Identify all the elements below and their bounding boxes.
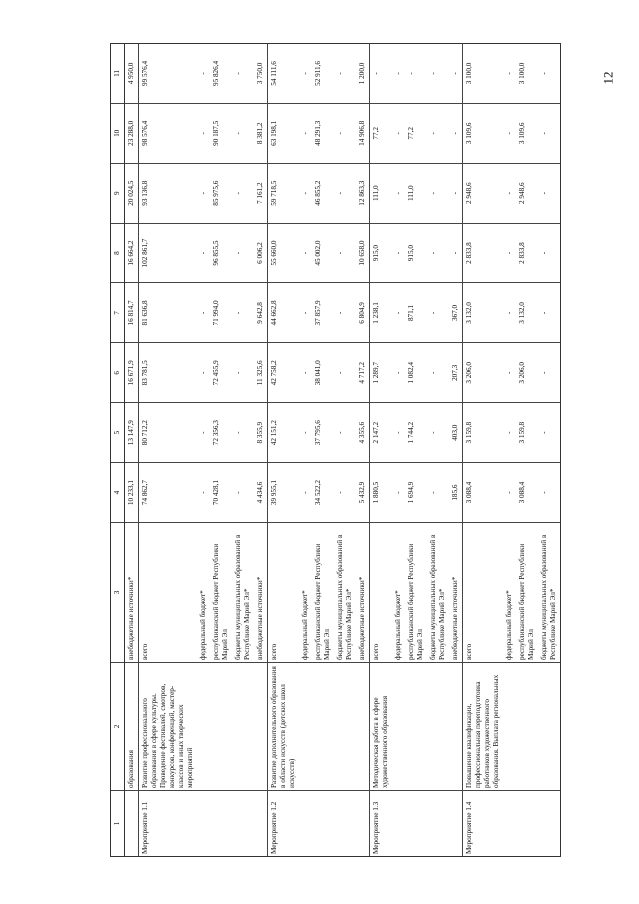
value-cell: - bbox=[503, 283, 516, 343]
value-cell: 4 434,6 bbox=[254, 463, 268, 523]
value-cell: 403,0 bbox=[449, 403, 463, 463]
value-cell: 70 428,1 bbox=[210, 463, 232, 523]
value-cell: 915,0 bbox=[405, 223, 427, 283]
value-cell: 207,3 bbox=[449, 343, 463, 403]
measure-name-cell: Повышение квалификации, профессиональная переподготовка работников художественного образования. Выплата региональных bbox=[463, 663, 504, 791]
table-row bbox=[268, 44, 300, 857]
value-cell: 1 880,5 bbox=[370, 463, 393, 523]
value-cell: - bbox=[503, 163, 516, 223]
value-cell: - bbox=[427, 223, 449, 283]
value-cell: 85 975,6 bbox=[210, 163, 232, 223]
value-cell: - bbox=[427, 463, 449, 523]
value-cell: - bbox=[427, 343, 449, 403]
value-cell: 2 948,6 bbox=[463, 163, 504, 223]
funding-source-cell: федеральный бюджет* bbox=[197, 523, 210, 663]
value-cell: - bbox=[334, 283, 356, 343]
measure-cell: Мероприятие 1.2 bbox=[268, 791, 300, 857]
value-cell: - bbox=[299, 343, 312, 403]
value-cell: - bbox=[538, 283, 561, 343]
table-row bbox=[356, 44, 370, 857]
value-cell: 42 758,2 bbox=[268, 343, 300, 403]
value-cell: 14 906,8 bbox=[356, 103, 370, 163]
value-cell: 3 088,4 bbox=[516, 463, 538, 523]
value-cell: 46 855,2 bbox=[312, 163, 334, 223]
measure-name-cell: образования bbox=[125, 663, 139, 791]
col-header: 2 bbox=[111, 663, 125, 791]
measure-cell bbox=[427, 791, 449, 857]
col-header: 5 bbox=[111, 403, 125, 463]
value-cell: 3 159,8 bbox=[516, 403, 538, 463]
measure-cell bbox=[356, 791, 370, 857]
measure-cell: Мероприятие 1.3 bbox=[370, 791, 393, 857]
value-cell: - bbox=[449, 44, 463, 104]
value-cell: - bbox=[232, 403, 254, 463]
value-cell: 48 291,3 bbox=[312, 103, 334, 163]
value-cell: - bbox=[392, 103, 405, 163]
value-cell: - bbox=[299, 463, 312, 523]
value-cell: - bbox=[449, 103, 463, 163]
table-row bbox=[427, 44, 449, 857]
value-cell: 45 002,0 bbox=[312, 223, 334, 283]
value-cell: - bbox=[503, 463, 516, 523]
funding-source-cell: бюджеты муниципальных образований в Республике Марий Эл* bbox=[427, 523, 449, 663]
table-row bbox=[232, 44, 254, 857]
value-cell: - bbox=[538, 44, 561, 104]
value-cell: 7 161,2 bbox=[254, 163, 268, 223]
value-cell: - bbox=[427, 103, 449, 163]
col-header: 6 bbox=[111, 343, 125, 403]
value-cell: 55 660,0 bbox=[268, 223, 300, 283]
col-header: 4 bbox=[111, 463, 125, 523]
value-cell: 10 658,0 bbox=[356, 223, 370, 283]
value-cell: 37 795,6 bbox=[312, 403, 334, 463]
value-cell: 13 147,9 bbox=[125, 403, 139, 463]
funding-source-cell: всего bbox=[139, 523, 198, 663]
measure-name-cell bbox=[232, 663, 254, 791]
value-cell: 2 833,8 bbox=[516, 223, 538, 283]
value-cell: 37 857,9 bbox=[312, 283, 334, 343]
value-cell: 4 717,2 bbox=[356, 343, 370, 403]
funding-source-cell: внебюджетные источники* bbox=[356, 523, 370, 663]
measure-cell bbox=[299, 791, 312, 857]
measure-name-cell bbox=[392, 663, 405, 791]
value-cell: 80 712,2 bbox=[139, 403, 198, 463]
value-cell: - bbox=[299, 403, 312, 463]
table-row bbox=[392, 44, 405, 857]
value-cell: - bbox=[299, 163, 312, 223]
value-cell: 3 750,0 bbox=[254, 44, 268, 104]
value-cell: 6 804,9 bbox=[356, 283, 370, 343]
value-cell: 3 132,0 bbox=[463, 283, 504, 343]
table-row bbox=[503, 44, 516, 857]
value-cell: 185,6 bbox=[449, 463, 463, 523]
value-cell: - bbox=[503, 223, 516, 283]
measure-name-cell bbox=[197, 663, 210, 791]
value-cell: 99 576,4 bbox=[139, 44, 198, 104]
value-cell: - bbox=[232, 44, 254, 104]
funding-source-cell: всего bbox=[463, 523, 504, 663]
value-cell: - bbox=[392, 223, 405, 283]
value-cell: 8 381,2 bbox=[254, 103, 268, 163]
value-cell: 3 109,6 bbox=[463, 103, 504, 163]
value-cell: 52 911,6 bbox=[312, 44, 334, 104]
value-cell: - bbox=[334, 44, 356, 104]
table-row bbox=[125, 44, 139, 857]
value-cell: - bbox=[197, 403, 210, 463]
value-cell: - bbox=[503, 103, 516, 163]
measure-name-cell bbox=[538, 663, 561, 791]
value-cell: 915,0 bbox=[370, 223, 393, 283]
table-row bbox=[334, 44, 356, 857]
value-cell: - bbox=[197, 103, 210, 163]
value-cell: 74 862,7 bbox=[139, 463, 198, 523]
value-cell: 34 522,2 bbox=[312, 463, 334, 523]
value-cell: 10 233,1 bbox=[125, 463, 139, 523]
value-cell: - bbox=[232, 343, 254, 403]
rotated-table-container bbox=[110, 43, 600, 857]
measure-cell bbox=[503, 791, 516, 857]
measure-name-cell bbox=[299, 663, 312, 791]
value-cell: 20 024,5 bbox=[125, 163, 139, 223]
table-row bbox=[370, 44, 393, 857]
col-header: 9 bbox=[111, 163, 125, 223]
value-cell: 16 664,2 bbox=[125, 223, 139, 283]
value-cell: - bbox=[232, 163, 254, 223]
value-cell: - bbox=[197, 283, 210, 343]
value-cell: - bbox=[334, 343, 356, 403]
table-row bbox=[463, 44, 504, 857]
measure-name-cell bbox=[449, 663, 463, 791]
funding-source-cell: внебюджетные источники* bbox=[125, 523, 139, 663]
measure-name-cell bbox=[503, 663, 516, 791]
value-cell: - bbox=[392, 463, 405, 523]
value-cell: 16 671,9 bbox=[125, 343, 139, 403]
value-cell: 4 355,6 bbox=[356, 403, 370, 463]
value-cell: - bbox=[427, 163, 449, 223]
funding-source-cell: республиканский бюджет Республики Марий Эл bbox=[312, 523, 334, 663]
value-cell: - bbox=[232, 223, 254, 283]
table-row bbox=[516, 44, 538, 857]
value-cell: 3 132,0 bbox=[516, 283, 538, 343]
value-cell: - bbox=[299, 223, 312, 283]
col-header: 11 bbox=[111, 44, 125, 104]
value-cell: 3 206,0 bbox=[463, 343, 504, 403]
value-cell: 38 041,0 bbox=[312, 343, 334, 403]
value-cell: 3 100,0 bbox=[516, 44, 538, 104]
measure-cell bbox=[516, 791, 538, 857]
value-cell: 3 100,0 bbox=[463, 44, 504, 104]
col-header: 8 bbox=[111, 223, 125, 283]
value-cell: 59 718,5 bbox=[268, 163, 300, 223]
value-cell: - bbox=[197, 343, 210, 403]
value-cell: - bbox=[449, 163, 463, 223]
value-cell: - bbox=[334, 103, 356, 163]
table-row bbox=[254, 44, 268, 857]
value-cell: - bbox=[503, 403, 516, 463]
value-cell: - bbox=[334, 163, 356, 223]
value-cell: - bbox=[334, 463, 356, 523]
value-cell: 72 356,3 bbox=[210, 403, 232, 463]
value-cell: 3 109,6 bbox=[516, 103, 538, 163]
funding-source-cell: внебюджетные источники* bbox=[449, 523, 463, 663]
measure-cell bbox=[392, 791, 405, 857]
measure-name-cell: Развитие дополнительного образования в области искусств (детских школ искусств) bbox=[268, 663, 300, 791]
funding-source-cell: республиканский бюджет Республики Марий Эл bbox=[210, 523, 232, 663]
funding-source-cell: бюджеты муниципальных образований в Республике Марий Эл* bbox=[538, 523, 561, 663]
value-cell: - bbox=[232, 103, 254, 163]
table-row bbox=[139, 44, 198, 857]
measure-cell bbox=[312, 791, 334, 857]
value-cell: - bbox=[405, 44, 427, 104]
value-cell: 9 642,8 bbox=[254, 283, 268, 343]
value-cell: - bbox=[427, 283, 449, 343]
value-cell: - bbox=[392, 163, 405, 223]
value-cell: - bbox=[392, 283, 405, 343]
measure-cell bbox=[449, 791, 463, 857]
value-cell: - bbox=[232, 283, 254, 343]
value-cell: 83 781,5 bbox=[139, 343, 198, 403]
value-cell: 1 082,4 bbox=[405, 343, 427, 403]
col-header: 10 bbox=[111, 103, 125, 163]
measure-name-cell bbox=[356, 663, 370, 791]
value-cell: 2 147,2 bbox=[370, 403, 393, 463]
value-cell: 6 006,2 bbox=[254, 223, 268, 283]
funding-source-cell: федеральный бюджет* bbox=[392, 523, 405, 663]
funding-source-cell: федеральный бюджет* bbox=[299, 523, 312, 663]
measure-cell bbox=[232, 791, 254, 857]
value-cell: - bbox=[197, 463, 210, 523]
value-cell: 12 863,3 bbox=[356, 163, 370, 223]
col-header: 1 bbox=[111, 791, 125, 857]
measure-name-cell bbox=[254, 663, 268, 791]
measure-cell bbox=[197, 791, 210, 857]
value-cell: - bbox=[299, 103, 312, 163]
value-cell: 81 636,8 bbox=[139, 283, 198, 343]
value-cell: 72 455,9 bbox=[210, 343, 232, 403]
value-cell: - bbox=[370, 44, 393, 104]
value-cell: 11 325,6 bbox=[254, 343, 268, 403]
value-cell: 1 200,0 bbox=[356, 44, 370, 104]
col-header: 7 bbox=[111, 283, 125, 343]
value-cell: 90 187,5 bbox=[210, 103, 232, 163]
table-row bbox=[299, 44, 312, 857]
value-cell: - bbox=[538, 343, 561, 403]
measure-name-cell bbox=[516, 663, 538, 791]
value-cell: 54 111,6 bbox=[268, 44, 300, 104]
value-cell: 1 694,9 bbox=[405, 463, 427, 523]
measure-name-cell bbox=[427, 663, 449, 791]
value-cell: 44 662,8 bbox=[268, 283, 300, 343]
funding-source-cell: внебюджетные источники* bbox=[254, 523, 268, 663]
value-cell: 2 833,8 bbox=[463, 223, 504, 283]
value-cell: 77,2 bbox=[370, 103, 393, 163]
value-cell: - bbox=[538, 163, 561, 223]
value-cell: 111,0 bbox=[405, 163, 427, 223]
funding-source-cell: бюджеты муниципальных образований в Республике Марий Эл* bbox=[232, 523, 254, 663]
value-cell: 1 744,2 bbox=[405, 403, 427, 463]
value-cell: 16 814,7 bbox=[125, 283, 139, 343]
value-cell: 71 994,0 bbox=[210, 283, 232, 343]
value-cell: - bbox=[538, 223, 561, 283]
measure-name-cell bbox=[405, 663, 427, 791]
funding-source-cell: федеральный бюджет* bbox=[503, 523, 516, 663]
value-cell: 98 576,4 bbox=[139, 103, 198, 163]
table-row bbox=[538, 44, 561, 857]
value-cell: - bbox=[299, 283, 312, 343]
value-cell: - bbox=[538, 463, 561, 523]
value-cell: - bbox=[392, 403, 405, 463]
value-cell: - bbox=[427, 403, 449, 463]
value-cell: 5 432,9 bbox=[356, 463, 370, 523]
table-row bbox=[210, 44, 232, 857]
value-cell: 102 861,7 bbox=[139, 223, 198, 283]
value-cell: 8 355,9 bbox=[254, 403, 268, 463]
measure-name-cell bbox=[312, 663, 334, 791]
measure-cell bbox=[125, 791, 139, 857]
page-number: 12 bbox=[600, 71, 616, 85]
value-cell: 96 855,5 bbox=[210, 223, 232, 283]
value-cell: - bbox=[449, 223, 463, 283]
value-cell: 23 288,0 bbox=[125, 103, 139, 163]
value-cell: 3 206,0 bbox=[516, 343, 538, 403]
value-cell: 42 151,2 bbox=[268, 403, 300, 463]
header-row bbox=[111, 44, 125, 857]
value-cell: 1 289,7 bbox=[370, 343, 393, 403]
value-cell: - bbox=[197, 44, 210, 104]
value-cell: - bbox=[299, 44, 312, 104]
table-row bbox=[312, 44, 334, 857]
value-cell: 3 159,8 bbox=[463, 403, 504, 463]
value-cell: - bbox=[503, 44, 516, 104]
value-cell: 93 136,8 bbox=[139, 163, 198, 223]
table-body bbox=[125, 44, 561, 857]
value-cell: - bbox=[197, 223, 210, 283]
col-header: 3 bbox=[111, 523, 125, 663]
funding-table bbox=[110, 43, 561, 857]
value-cell: 77,2 bbox=[405, 103, 427, 163]
value-cell: 2 948,6 bbox=[516, 163, 538, 223]
value-cell: - bbox=[232, 463, 254, 523]
table-row bbox=[449, 44, 463, 857]
value-cell: - bbox=[392, 44, 405, 104]
value-cell: 63 198,1 bbox=[268, 103, 300, 163]
measure-cell bbox=[210, 791, 232, 857]
value-cell: - bbox=[538, 103, 561, 163]
table-row bbox=[197, 44, 210, 857]
value-cell: 871,1 bbox=[405, 283, 427, 343]
measure-name-cell: Методическая работа в сфере художественного образования bbox=[370, 663, 393, 791]
funding-source-cell: всего bbox=[370, 523, 393, 663]
funding-source-cell: бюджеты муниципальных образований в Республике Марий Эл* bbox=[334, 523, 356, 663]
value-cell: - bbox=[334, 403, 356, 463]
value-cell: 4 950,0 bbox=[125, 44, 139, 104]
value-cell: 1 238,1 bbox=[370, 283, 393, 343]
measure-cell bbox=[334, 791, 356, 857]
funding-source-cell: республиканский бюджет Республики Марий Эл bbox=[405, 523, 427, 663]
value-cell: 95 826,4 bbox=[210, 44, 232, 104]
value-cell: 3 088,4 bbox=[463, 463, 504, 523]
value-cell: - bbox=[392, 343, 405, 403]
measure-cell bbox=[254, 791, 268, 857]
value-cell: - bbox=[334, 223, 356, 283]
funding-source-cell: всего bbox=[268, 523, 300, 663]
measure-name-cell bbox=[334, 663, 356, 791]
value-cell: - bbox=[538, 403, 561, 463]
measure-cell: Мероприятие 1.1 bbox=[139, 791, 198, 857]
value-cell: - bbox=[503, 343, 516, 403]
value-cell: 39 955,1 bbox=[268, 463, 300, 523]
measure-cell bbox=[538, 791, 561, 857]
table-row bbox=[405, 44, 427, 857]
measure-cell bbox=[405, 791, 427, 857]
funding-source-cell: республиканский бюджет Республики Марий Эл bbox=[516, 523, 538, 663]
value-cell: 111,0 bbox=[370, 163, 393, 223]
measure-cell: Мероприятие 1.4 bbox=[463, 791, 504, 857]
value-cell: - bbox=[427, 44, 449, 104]
measure-name-cell bbox=[210, 663, 232, 791]
measure-name-cell: Развитие профессионального образования в сфере культуры. Проведение фестивалей, смотров, конкурсов, конференций, мастер-классов и иных творческих мероприятий bbox=[139, 663, 198, 791]
value-cell: 367,0 bbox=[449, 283, 463, 343]
value-cell: - bbox=[197, 163, 210, 223]
